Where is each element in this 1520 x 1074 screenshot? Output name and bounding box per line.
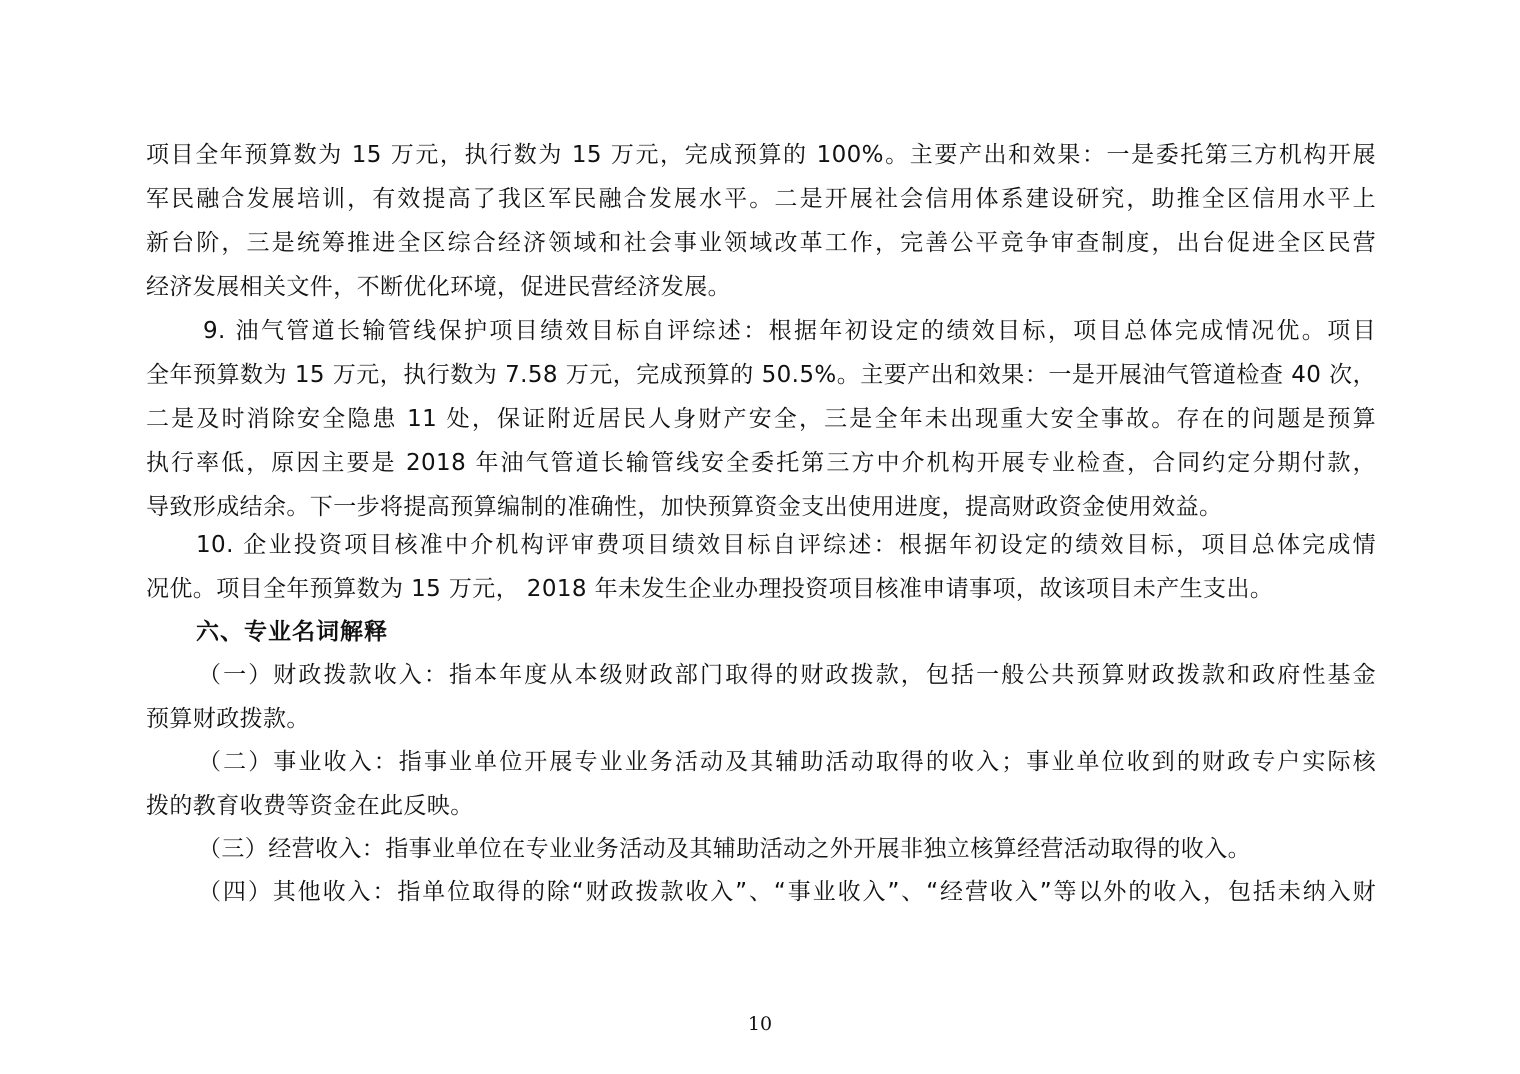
body-text-line: （一）财政拨款收入：指本年度从本级财政部门取得的财政拨款，包括一般公共预算财政拨款和政府性基金	[198, 662, 1376, 688]
section-heading: 六、专业名词解释	[196, 619, 388, 645]
body-text-line: 况优。项目全年预算数为 15 万元， 2018 年未发生企业办理投资项目核准申请事项，故该项目未产生支出。	[146, 576, 1274, 602]
body-text-line: 9. 油气管道长输管线保护项目绩效目标自评综述：根据年初设定的绩效目标，项目总体完成情况优。项目	[203, 318, 1376, 344]
body-text-line: （二）事业收入：指事业单位开展专业业务活动及其辅助活动取得的收入；事业单位收到的财政专户实际核	[198, 749, 1376, 775]
body-text-line: 全年预算数为 15 万元，执行数为 7.58 万元，完成预算的 50.5%。主要产出和效果：一是开展油气管道检查 40 次，	[146, 362, 1376, 388]
body-text-line: （四）其他收入：指单位取得的除“财政拨款收入”、“事业收入”、“经营收入”等以外的收入，包括未纳入财	[198, 879, 1376, 905]
body-text-line: 执行率低，原因主要是 2018 年油气管道长输管线安全委托第三方中介机构开展专业检查，合同约定分期付款，	[146, 450, 1376, 476]
body-text-line: 预算财政拨款。	[146, 706, 310, 732]
body-text-line: 经济发展相关文件，不断优化环境，促进民营经济发展。	[146, 274, 731, 300]
body-text-line: 拨的教育收费等资金在此反映。	[146, 793, 474, 819]
body-text-line: 导致形成结余。下一步将提高预算编制的准确性，加快预算资金支出使用进度，提高财政资金使用效益。	[146, 494, 1223, 520]
body-text-line: 10. 企业投资项目核准中介机构评审费项目绩效目标自评综述：根据年初设定的绩效目标，项目总体完成情	[196, 532, 1376, 558]
page-number: 10	[747, 1013, 773, 1035]
body-text-line: 新台阶，三是统筹推进全区综合经济领域和社会事业领域改革工作，完善公平竞争审查制度，出台促进全区民营	[146, 230, 1376, 256]
body-text-line: 军民融合发展培训，有效提高了我区军民融合发展水平。二是开展社会信用体系建设研究，助推全区信用水平上	[146, 186, 1376, 212]
body-text-line: （三）经营收入：指事业单位在专业业务活动及其辅助活动之外开展非独立核算经营活动取得的收入。	[198, 836, 1251, 862]
body-text-line: 二是及时消除安全隐患 11 处，保证附近居民人身财产安全，三是全年未出现重大安全事故。存在的问题是预算	[146, 406, 1376, 432]
body-text-line: 项目全年预算数为 15 万元，执行数为 15 万元，完成预算的 100%。主要产出和效果：一是委托第三方机构开展	[146, 142, 1376, 168]
